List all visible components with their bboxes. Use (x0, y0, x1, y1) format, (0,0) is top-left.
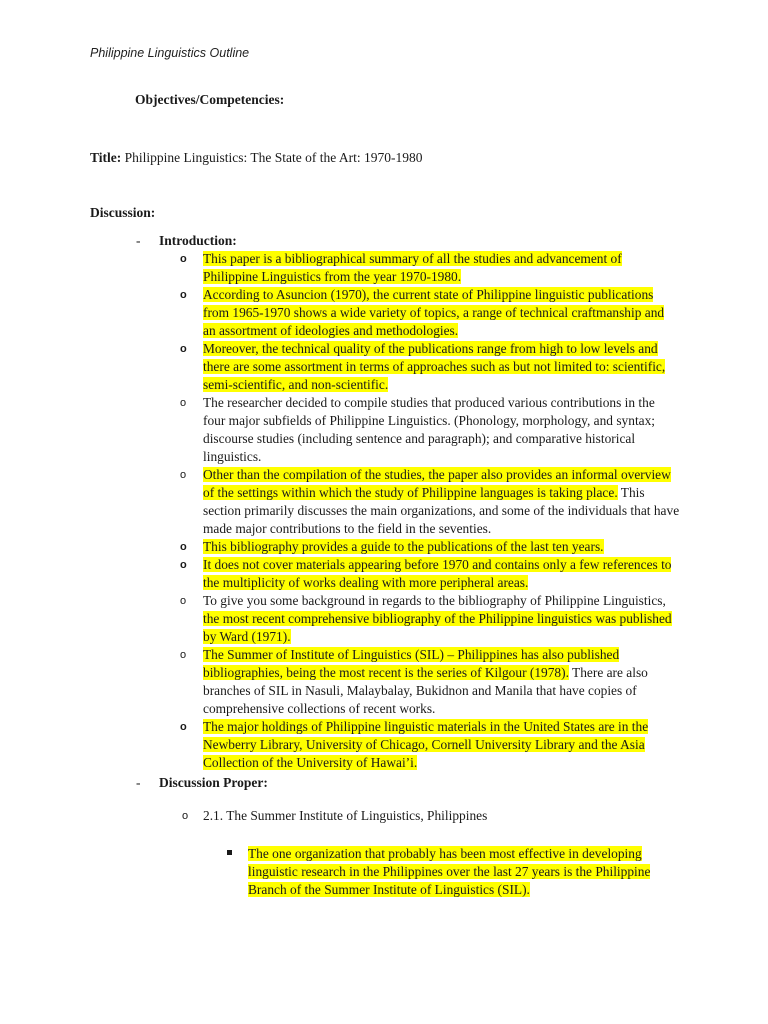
introduction-list-item (180, 718, 680, 772)
highlighted-text: This paper is a bibliographical summary of all the studies and advancement of Philippine Linguistics from the year 1970-1980. (203, 251, 622, 284)
bullet-icon: o (180, 397, 187, 409)
introduction-list-item (180, 250, 680, 286)
introduction-list-item (180, 646, 680, 718)
bullet-icon: o (180, 253, 187, 265)
introduction-heading: Introduction: (159, 233, 237, 248)
highlighted-text: This bibliography provides a guide to the publications of the last ten years. (203, 539, 604, 554)
introduction-list-item (180, 556, 680, 592)
introduction-list-item (180, 592, 680, 646)
discussion-heading: Discussion: (90, 205, 156, 220)
highlighted-text: the most recent comprehensive bibliography of the Philippine linguistics was published by Ward (1971). (203, 611, 672, 644)
document-header: Philippine Linguistics Outline (90, 46, 250, 60)
highlighted-text: The one organization that probably has been most effective in developing linguistic research in the Philippines over the last 27 years is the Philippine Branch of the Summer Institute of Linguistics (SIL). (248, 846, 651, 897)
bullet-icon: o (180, 469, 187, 481)
objectives-heading: Objectives/Competencies: (135, 92, 285, 107)
item-text: This section primarily discusses the main organizations, and some of the individuals that have made major contributions to the field in the seventies. (203, 485, 680, 536)
highlighted-text: According to Asuncion (1970), the current state of Philippine linguistic publications from 1965-1970 shows a wide variety of topics, a range of technical craftmanship and an assortment of ideologies and methodologies. (203, 287, 665, 338)
bullet-icon: o (180, 595, 187, 607)
bullet-icon: o (180, 721, 187, 733)
square-bullet-item (248, 845, 678, 899)
introduction-list-item (180, 340, 680, 394)
item-text: There are also branches of SIL in Nasuli, Malaybalay, Bukidnon and Manila that have copies of comprehensive collections of recent works. (203, 665, 648, 716)
item-text: To give you some background in regards to the bibliography of Philippine Linguistics, (203, 593, 666, 608)
item-text: The researcher decided to compile studies that produced various contributions in the four major subfields of Philippine Linguistics. (Phonology, morphology, and syntax; discourse studies (including sentence and paragraph); and comparative historical linguistics. (203, 395, 656, 464)
square-bullet-icon (227, 850, 232, 855)
highlighted-text: Moreover, the technical quality of the publications range from high to low levels and there are some assortment in terms of approaches such as but not limited to: scientific, semi-scientific, and non-scientific. (203, 341, 666, 392)
bullet-icon: o (180, 649, 187, 661)
introduction-list-item (180, 466, 680, 538)
bullet-icon: o (180, 541, 187, 553)
bullet-icon: o (180, 343, 187, 355)
highlighted-text: The major holdings of Philippine linguistic materials in the United States are in the Newberry Library, University of Chicago, Cornell University Library and the Asia Collection of the University of Hawai’i. (203, 719, 649, 770)
introduction-list-item (180, 394, 680, 466)
highlighted-text: Other than the compilation of the studies, the paper also provides an informal overview of the settings within which the study of Philippine languages is taking place. (203, 467, 671, 500)
introduction-list-item (180, 286, 680, 340)
introduction-dash: - (136, 233, 141, 248)
introduction-list (180, 250, 680, 772)
bullet-icon: o (180, 559, 187, 571)
introduction-list-item (180, 538, 680, 556)
subsection-bullet: o (182, 810, 189, 822)
highlighted-text: It does not cover materials appearing before 1970 and contains only a few references to the multiplicity of works dealing with more peripheral areas. (203, 557, 672, 590)
discussion-proper-heading: Discussion Proper: (159, 775, 268, 790)
title-text: Philippine Linguistics: The State of the Art: 1970-1980 (124, 150, 423, 165)
discussion-proper-dash: - (136, 775, 141, 790)
highlighted-text: The Summer of Institute of Linguistics (SIL) – Philippines has also published bibliographies, being the most recent is the series of Kilgour (1978). (203, 647, 620, 680)
bullet-icon: o (180, 289, 187, 301)
title-label: Title: (90, 150, 122, 165)
title-line (90, 150, 422, 166)
subsection-heading: 2.1. The Summer Institute of Linguistics, Philippines (203, 808, 488, 823)
